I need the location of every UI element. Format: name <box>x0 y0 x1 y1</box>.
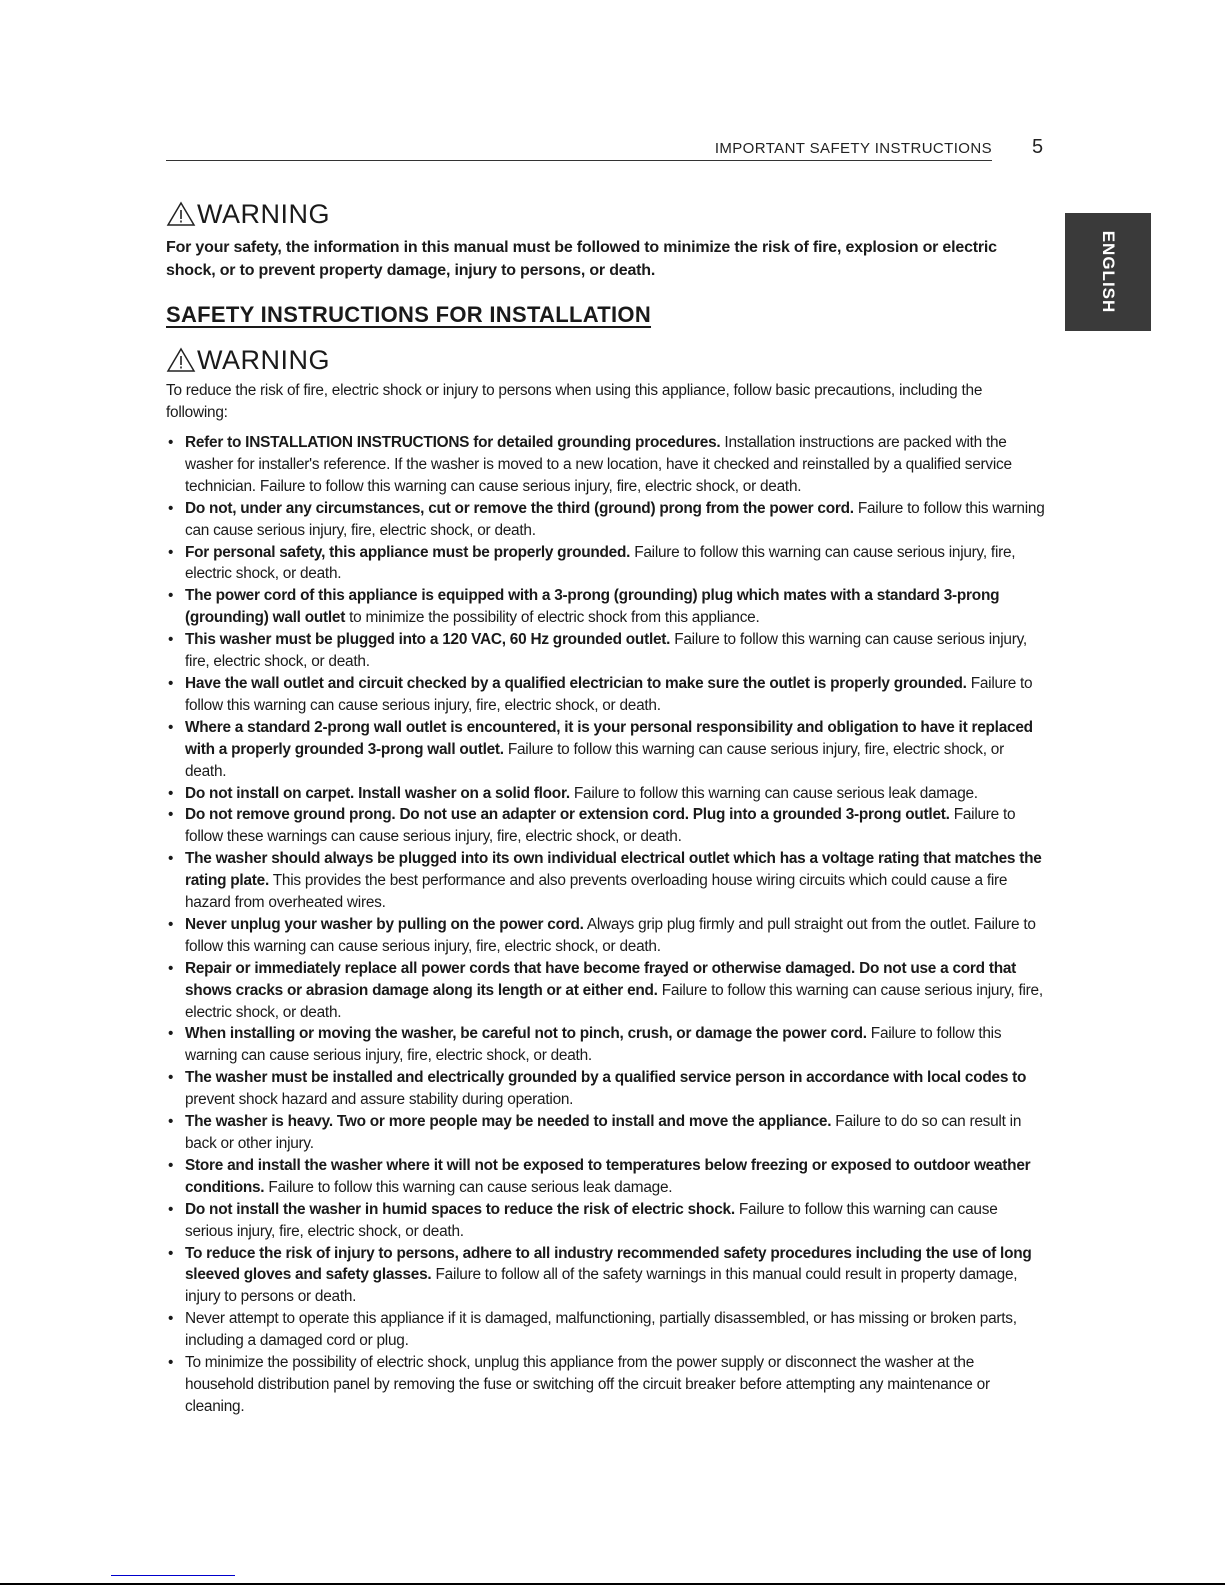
warning-statement: For your safety, the information in this manual must be followed to minimize the risk of fire, explosion or electric shock, or to prevent property damage, injury to persons, or death. <box>166 239 997 279</box>
list-item-text: Failure to follow this warning can cause serious leak damage. <box>264 1178 673 1196</box>
list-item <box>166 1067 1046 1111</box>
list-item-text: prevent shock hazard and assure stability during operation. <box>185 1091 574 1109</box>
warning-label: WARNING <box>197 344 330 375</box>
list-item-text: Failure to follow this warning can cause serious injury, fire, electric shock, or death. <box>185 631 1027 671</box>
list-item <box>166 1308 1046 1352</box>
list-item-text: Failure to follow this warning can cause serious leak damage. <box>569 784 978 802</box>
list-item <box>166 432 1046 498</box>
list-item-text: Always grip plug firmly and pull straight out from the outlet. Failure to follow this warning can cause serious injury, fire, electric shock, or death. <box>185 915 1036 955</box>
language-tab-label: ENGLISH <box>1099 230 1118 314</box>
list-item-emphasis: The washer must be installed and electrically grounded by a qualified service person in accordance with local codes to <box>185 1069 1027 1087</box>
warning-intro: To reduce the risk of fire, electric shock or injury to persons when using this appliance, follow basic precautions, including the following: <box>166 382 983 421</box>
list-item-text: to minimize the possibility of electric shock from this appliance. <box>345 609 760 627</box>
list-item <box>166 1199 1046 1243</box>
list-item <box>166 1111 1046 1155</box>
list-item-text: Installation instructions are packed with the washer for installer's reference. If the washer is moved to a new location, have it checked and reinstalled by a qualified service technician. Failure to follow this warning can cause serious injury, fire, electric shock, or death. <box>185 434 1012 495</box>
list-item-emphasis: Do not remove ground prong. Do not use an adapter or extension cord. Plug into a grounded 3-prong outlet. <box>185 806 950 824</box>
warning-heading <box>166 196 1046 232</box>
list-item <box>166 804 1046 848</box>
warning-triangle-icon <box>166 347 196 373</box>
list-item <box>166 1243 1046 1309</box>
list-item-text: Failure to follow this warning can cause serious injury, fire, electric shock, or death. <box>185 981 1043 1021</box>
list-item-emphasis: Have the wall outlet and circuit checked by a qualified electrician to make sure the outlet is properly grounded. <box>185 674 967 692</box>
list-item <box>166 585 1046 629</box>
list-item-emphasis: Do not install on carpet. Install washer on a solid floor. <box>185 784 570 802</box>
footer-link-underline <box>111 1575 235 1576</box>
list-item <box>166 629 1046 673</box>
list-item-emphasis: Never unplug your washer by pulling on the power cord. <box>185 915 584 933</box>
list-item-emphasis: When installing or moving the washer, be careful not to pinch, crush, or damage the power cord. <box>185 1025 867 1043</box>
page-content <box>166 196 1046 1418</box>
warning-heading <box>166 342 1046 378</box>
list-item-emphasis: The washer should always be plugged into its own individual electrical outlet which has a voltage rating that matches the rating plate. <box>185 850 1042 890</box>
list-item-emphasis: Repair or immediately replace all power cords that have become frayed or otherwise damaged. Do not use a cord that shows cracks or abrasion damage along its length or at either end. <box>185 959 1017 999</box>
header-title: IMPORTANT SAFETY INSTRUCTIONS <box>714 140 992 157</box>
list-item-text: Failure to follow this warning can cause serious injury, fire, electric shock, or death. <box>185 1025 1002 1065</box>
page-number: 5 <box>1032 136 1044 158</box>
page-header <box>166 138 992 161</box>
list-item-emphasis: Do not install the washer in humid spaces to reduce the risk of electric shock. <box>185 1200 735 1218</box>
language-tab <box>1065 213 1151 331</box>
list-item <box>166 958 1046 1024</box>
list-item <box>166 1352 1046 1418</box>
list-item-emphasis: The power cord of this appliance is equipped with a 3-prong (grounding) plug which mates with a standard 3-prong (grounding) wall outlet <box>185 587 1000 627</box>
list-item-text: This provides the best performance and also prevents overloading house wiring circuits which could cause a fire hazard from overheated wires. <box>185 872 1008 912</box>
list-item-text: To minimize the possibility of electric shock, unplug this appliance from the power supply or disconnect the washer at the household distribution panel by removing the fuse or switching off the circuit breaker before attempting any maintenance or cleaning. <box>185 1354 990 1415</box>
list-item-emphasis: Refer to INSTALLATION INSTRUCTIONS for detailed grounding procedures. <box>185 434 721 451</box>
list-item <box>166 1023 1046 1067</box>
list-item-text: Failure to follow these warnings can cause serious injury, fire, electric shock, or death. <box>185 806 1016 846</box>
section-title: SAFETY INSTRUCTIONS FOR INSTALLATION <box>166 302 652 327</box>
list-item <box>166 914 1046 958</box>
safety-instruction-list <box>166 432 1046 1418</box>
list-item <box>166 848 1046 914</box>
list-item <box>166 542 1046 586</box>
list-item-emphasis: Do not, under any circumstances, cut or remove the third (ground) prong from the power cord. <box>185 499 854 517</box>
list-item <box>166 498 1046 542</box>
warning-triangle-icon <box>166 201 196 227</box>
list-item-text: Failure to follow this warning can cause serious injury, fire, electric shock, or death. <box>185 740 1004 780</box>
list-item <box>166 717 1046 783</box>
list-item-emphasis: The washer is heavy. Two or more people may be needed to install and move the appliance. <box>185 1113 832 1131</box>
list-item-text: Failure to follow all of the safety warnings in this manual could result in property damage, injury to persons or death. <box>185 1266 1018 1306</box>
list-item-emphasis: For personal safety, this appliance must be properly grounded. <box>185 543 631 561</box>
list-item <box>166 783 1046 805</box>
list-item <box>166 673 1046 717</box>
list-item-text: Failure to follow this warning can cause serious injury, fire, electric shock, or death. <box>185 1200 998 1240</box>
list-item-text: Failure to follow this warning can cause serious injury, fire, electric shock, or death. <box>185 674 1033 714</box>
list-item-emphasis: Store and install the washer where it will not be exposed to temperatures below freezing or exposed to outdoor weather conditions. <box>185 1156 1031 1196</box>
list-item-emphasis: This washer must be plugged into a 120 VAC, 60 Hz grounded outlet. <box>185 631 671 649</box>
list-item <box>166 1155 1046 1199</box>
warning-label: WARNING <box>197 198 330 229</box>
list-item-text: Failure to do so can result in back or other injury. <box>185 1113 1022 1152</box>
list-item-text: Never attempt to operate this appliance if it is damaged, malfunctioning, partially disassembled, or has missing or broken parts, including a damaged cord or plug. <box>185 1310 1017 1350</box>
list-item-text: Failure to follow this warning can cause serious injury, fire, electric shock, or death. <box>185 499 1045 539</box>
list-item-emphasis: To reduce the risk of injury to persons, adhere to all industry recommended safety procedures including the use of long sleeved gloves and safety glasses. <box>185 1244 1032 1284</box>
list-item-text: Failure to follow this warning can cause serious injury, fire, electric shock, or death. <box>185 543 1016 583</box>
list-item-emphasis: Where a standard 2-prong wall outlet is encountered, it is your personal responsibility and obligation to have it replaced with a properly grounded 3-prong wall outlet. <box>185 718 1033 758</box>
